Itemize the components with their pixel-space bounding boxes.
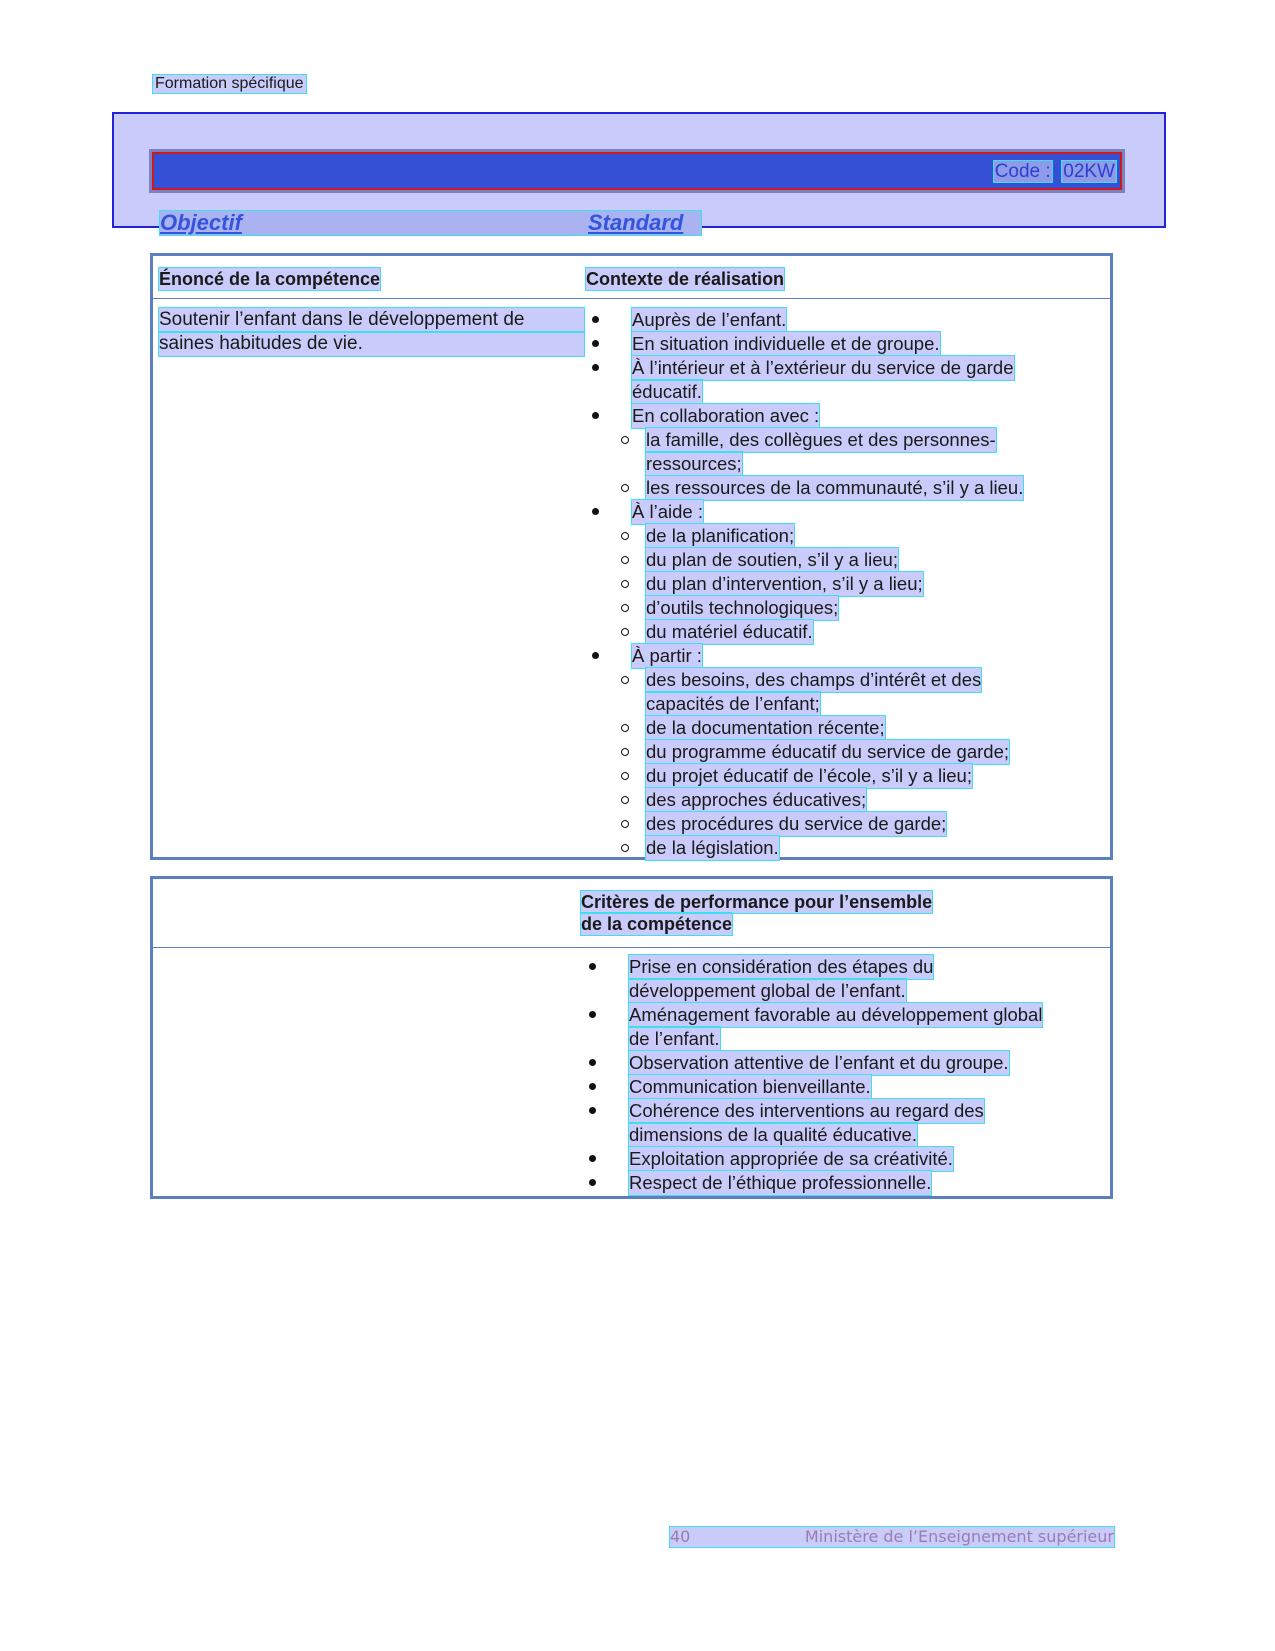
criteria-line: Aménagement favorable au développement global [629, 1004, 1043, 1025]
code-label: Code : [994, 161, 1051, 182]
context-item [588, 332, 1103, 356]
criteria-line: Communication bienveillante. [629, 1076, 871, 1097]
criteria-header-line: de la compétence [581, 914, 733, 934]
objective-standard-bar [160, 211, 701, 235]
context-line: d’outils technologiques; [646, 597, 839, 618]
context-item [588, 356, 1103, 404]
context-subitem [588, 668, 1103, 716]
competence-table-header [153, 256, 1110, 299]
criteria-item [585, 1099, 1105, 1147]
context-subitem [588, 812, 1103, 836]
context-line: capacités de l’enfant; [646, 693, 820, 714]
context-line: du programme éducatif du service de garde; [646, 741, 1010, 762]
criteria-table-header [153, 879, 1110, 948]
context-line: Auprès de l’enfant. [632, 309, 787, 330]
circle-bullet-icon [621, 748, 629, 756]
circle-bullet-icon [621, 724, 629, 732]
context-line: de la planification; [646, 525, 795, 546]
criteria-line: Cohérence des interventions au regard des [629, 1100, 984, 1121]
context-item [588, 308, 1103, 332]
circle-bullet-icon [621, 844, 629, 852]
bullet-icon [592, 316, 599, 323]
criteria-line: dimensions de la qualité éducative. [629, 1124, 917, 1145]
context-line: du plan de soutien, s’il y a lieu; [646, 549, 898, 570]
bullet-icon [589, 963, 596, 970]
code-value: 02KW [1063, 161, 1115, 182]
criteria-item [585, 1147, 1105, 1171]
context-line: À l’intérieur et à l’extérieur du service de garde [632, 357, 1014, 378]
context-line: En situation individuelle et de groupe. [632, 333, 940, 354]
context-item [588, 404, 1103, 428]
context-line: de la législation. [646, 837, 779, 858]
page-footer [670, 1527, 1114, 1547]
statement-header: Énoncé de la compétence [159, 269, 381, 289]
competence-table [150, 253, 1113, 860]
circle-bullet-icon [621, 484, 629, 492]
circle-bullet-icon [621, 820, 629, 828]
context-line: ressources; [646, 453, 742, 474]
context-subitem [588, 620, 1103, 644]
context-subitem [588, 596, 1103, 620]
context-subitem [588, 740, 1103, 764]
statement-line: Soutenir l’enfant dans le développement de [159, 308, 584, 332]
context-line: des besoins, des champs d’intérêt et des [646, 669, 982, 690]
criteria-header-line: Critères de performance pour l’ensemble [581, 892, 933, 912]
code-bar [149, 149, 1125, 193]
competency-code [994, 161, 1116, 183]
criteria-line: Respect de l’éthique professionnelle. [629, 1172, 932, 1193]
context-item [588, 644, 1103, 668]
criteria-item [585, 1075, 1105, 1099]
circle-bullet-icon [621, 436, 629, 444]
bullet-icon [589, 1083, 596, 1090]
bullet-icon [592, 340, 599, 347]
objective-label: Objectif [160, 210, 242, 235]
circle-bullet-icon [621, 580, 629, 588]
circle-bullet-icon [621, 796, 629, 804]
bullet-icon [592, 652, 599, 659]
context-subitem [588, 572, 1103, 596]
context-subitem [588, 476, 1103, 500]
bullet-icon [592, 508, 599, 515]
context-line: En collaboration avec : [632, 405, 820, 426]
context-header: Contexte de réalisation [586, 269, 785, 289]
header-note: Formation spécifique [155, 75, 304, 92]
context-subitem [588, 836, 1103, 860]
criteria-line: Exploitation appropriée de sa créativité. [629, 1148, 953, 1169]
context-line: À l’aide : [632, 501, 703, 522]
context-line: du projet éducatif de l’école, s’il y a lieu; [646, 765, 972, 786]
circle-bullet-icon [621, 532, 629, 540]
bullet-icon [589, 1179, 596, 1186]
criteria-table [150, 876, 1113, 1199]
criteria-item [585, 1051, 1105, 1075]
context-subitem [588, 428, 1103, 476]
bullet-icon [589, 1155, 596, 1162]
context-list [588, 308, 1103, 860]
context-line: de la documentation récente; [646, 717, 885, 738]
circle-bullet-icon [621, 556, 629, 564]
bullet-icon [589, 1011, 596, 1018]
criteria-header [581, 891, 932, 935]
context-line: la famille, des collègues et des personnes- [646, 429, 996, 450]
page-number: 40 [670, 1527, 691, 1546]
context-line: les ressources de la communauté, s’il y a lieu. [646, 477, 1024, 498]
context-subitem [588, 788, 1103, 812]
criteria-line: Prise en considération des étapes du [629, 956, 934, 977]
context-line: du matériel éducatif. [646, 621, 813, 642]
context-subitem [588, 524, 1103, 548]
circle-bullet-icon [621, 772, 629, 780]
statement-line: saines habitudes de vie. [159, 332, 584, 356]
criteria-line: de l’enfant. [629, 1028, 720, 1049]
circle-bullet-icon [621, 676, 629, 684]
standard-label: Standard [588, 210, 684, 235]
bullet-icon [592, 412, 599, 419]
context-line: éducatif. [632, 381, 702, 402]
criteria-item [585, 955, 1105, 1003]
bullet-icon [589, 1059, 596, 1066]
context-subitem [588, 548, 1103, 572]
criteria-list [585, 955, 1105, 1195]
context-line: des approches éducatives; [646, 789, 867, 810]
circle-bullet-icon [621, 604, 629, 612]
criteria-item [585, 1003, 1105, 1051]
criteria-line: développement global de l’enfant. [629, 980, 906, 1001]
context-subitem [588, 716, 1103, 740]
criteria-item [585, 1171, 1105, 1195]
context-item [588, 500, 1103, 524]
context-subitem [588, 764, 1103, 788]
bullet-icon [592, 364, 599, 371]
footer-ministry: Ministère de l’Enseignement supérieur [804, 1527, 1114, 1546]
competence-statement [159, 308, 584, 356]
bullet-icon [589, 1107, 596, 1114]
criteria-line: Observation attentive de l’enfant et du groupe. [629, 1052, 1009, 1073]
context-line: du plan d’intervention, s’il y a lieu; [646, 573, 923, 594]
circle-bullet-icon [621, 628, 629, 636]
context-line: À partir : [632, 645, 702, 666]
context-line: des procédures du service de garde; [646, 813, 947, 834]
